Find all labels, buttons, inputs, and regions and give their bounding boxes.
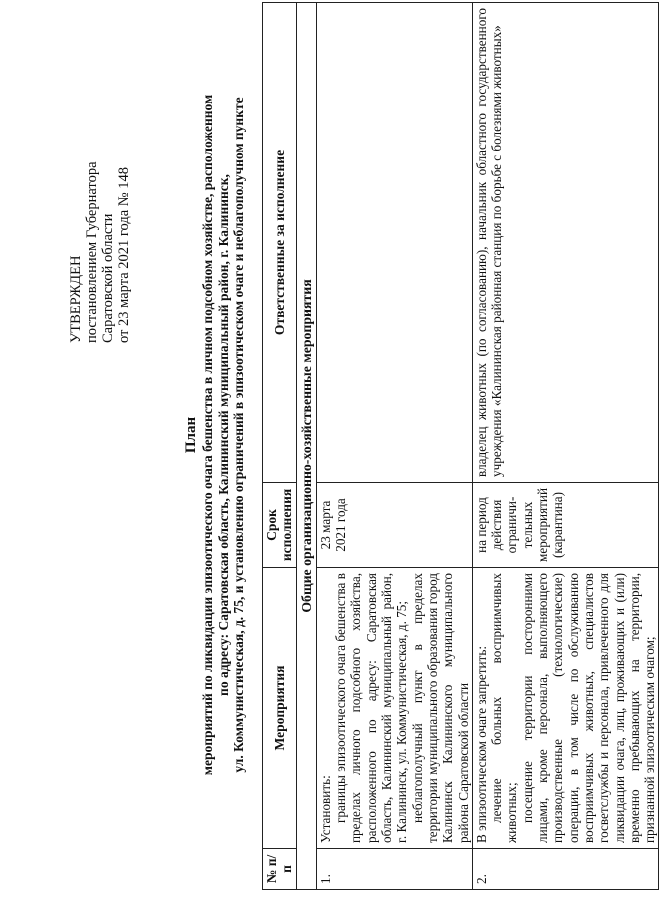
title-line: по адресу: Саратовская область, Калининский муниципальный район, г. Калининск, [215, 174, 231, 696]
row-responsible [316, 3, 472, 483]
header-num: № п/п [263, 849, 297, 890]
header-responsible: Ответственные за исполнение [263, 3, 297, 483]
approval-line: постановлением Губернатора [84, 161, 100, 343]
section-title: Общие организационно-хозяйственные мероприятия [296, 3, 316, 890]
approval-stamp [68, 43, 132, 343]
row-term: 23 марта 2021 года [316, 482, 472, 567]
document-title [182, 25, 247, 845]
row-number: 2. [472, 849, 659, 890]
header-activity: Мероприятия [263, 568, 297, 849]
approval-line: от 23 марта 2021 года № 148 [116, 167, 132, 343]
row-responsible: владелец животных (по согласованию), начальник областного государственного учреждения «Калининская районная станция по борьбе с болезнями животных» [472, 3, 659, 483]
row-activity [316, 568, 472, 849]
table-header-row [263, 3, 297, 890]
row-number: 1. [316, 849, 472, 890]
row-activity [472, 568, 659, 849]
approval-line: УТВЕРЖДЕН [68, 255, 84, 343]
title-line: мероприятий по ликвидации эпизоотического очага бешенства в личном подсобном хозяйстве, расположенном [200, 94, 215, 776]
table-row [472, 3, 659, 890]
section-row [296, 3, 316, 890]
title-heading: План [183, 416, 199, 454]
activity-line: посещение территории посторонними лицами, кроме персонала, выполняющего производственные (технологические) операции, в том числе по обслуживанию восприимчивых животных, специалистов госветслужбы и персонала, привлеченного для ликвидации очага, лиц, проживающих и (или) временно пребывающих на территории, признанной эпизоотическим очагом; [519, 573, 658, 843]
activity-line: В эпизоотическом очаге запретить: [473, 646, 489, 843]
title-line: ул. Коммунистическая, д. 75, и установлению ограничений в эпизоотическом очаге и неблагополучном пункте [231, 97, 246, 773]
activity-line: Установить: [317, 775, 333, 843]
activity-line: лечение больных восприимчивых животных; [489, 573, 520, 843]
activity-line: неблагополучный пункт в пределах территории муниципального образования город Калининск Калининского муниципального района Саратовской области [409, 573, 471, 843]
row-term: на период действия ограничи-тельных мероприятий (карантина) [472, 482, 659, 567]
approval-line: Саратовской области [100, 213, 116, 343]
activity-line: границы эпизоотического очага бешенства в пределах личного подсобного хозяйства, расположенного по адресу: Саратовская область, Калининский муниципальный район, г. Калининск, ул. Коммунистическая, д. 75; [333, 573, 410, 843]
header-term: Срок исполнения [263, 482, 297, 567]
measures-table [262, 2, 659, 890]
table-row [316, 3, 472, 890]
